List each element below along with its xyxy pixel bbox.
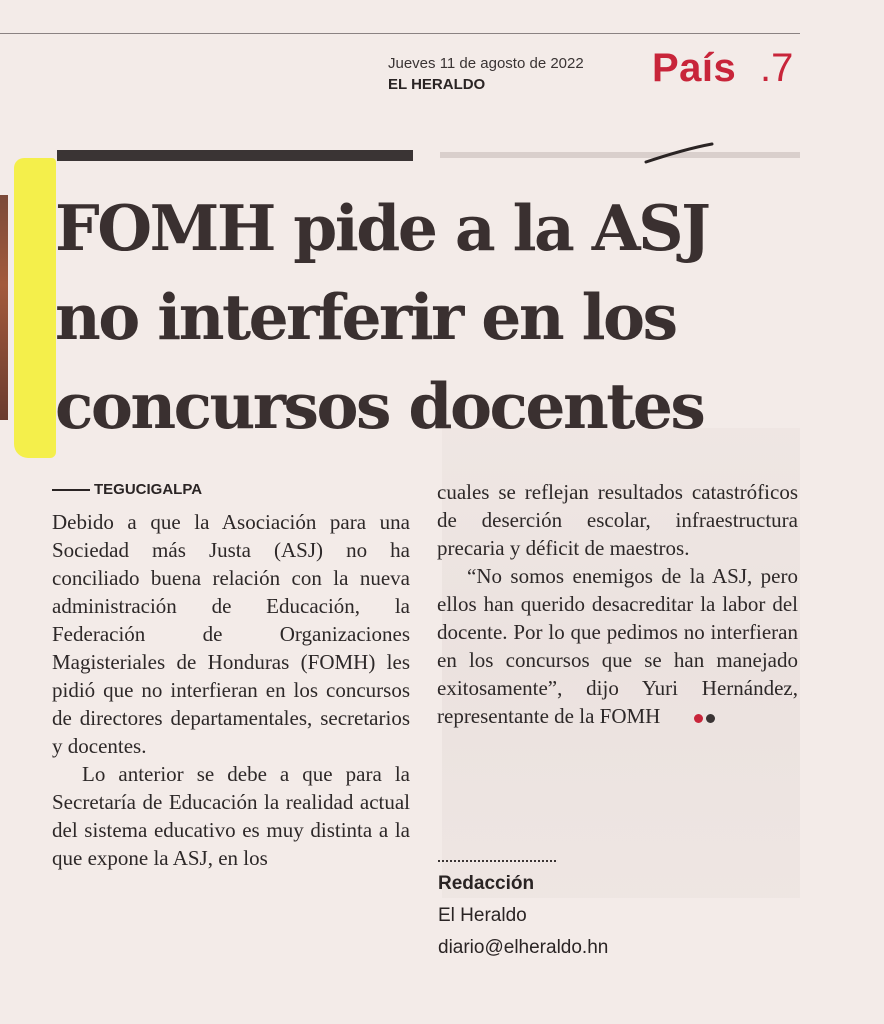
- highlighter-mark: [14, 158, 56, 458]
- adjacent-rule: [440, 152, 800, 158]
- dateline-dash: [52, 489, 90, 491]
- paper-name: EL HERALDO: [388, 76, 486, 93]
- article-column-1: [52, 508, 410, 872]
- article-column-2: [437, 478, 798, 730]
- quote-paragraph: [437, 562, 798, 730]
- page-number: .7: [760, 46, 794, 90]
- pen-mark-icon: [640, 140, 720, 170]
- adjacent-photo-edge: [0, 195, 8, 420]
- byline-divider: [438, 860, 556, 862]
- dateline-city: TEGUCIGALPA: [94, 481, 203, 498]
- byline-name: Redacción: [438, 873, 535, 894]
- paragraph: Lo anterior se debe a que para la Secretaría de Educación la realidad actual del sistema educativo es muy distinta a la que expone la ASJ, en los: [52, 762, 410, 870]
- headline: FOMH pide a la ASJ no interferir en los concursos docentes: [55, 191, 709, 443]
- quote-text: “No somos enemigos de la ASJ, pero ellos han querido desacreditar la labor del docente. Por lo que pedimos no interfieran en los concursos que se han manejado exitosamente”, dijo Yuri Hernández, representante de la FOMH: [437, 564, 798, 728]
- paragraph: cuales se reflejan resultados catastróficos de deserción escolar, infraestructura precaria y déficit de maestros.: [437, 480, 798, 560]
- section-name: País: [652, 46, 737, 90]
- dateline: [52, 481, 202, 498]
- end-mark-icon: [664, 702, 718, 730]
- paragraph: Debido a que la Asociación para una Sociedad más Justa (ASJ) no ha conciliado buena relación con la nueva administración de Educación, la Federación de Organizaciones Magisteriales de Honduras (FOMH) les pidió que no interfieran en los concursos de directores departamentales, secretarios y docentes.: [52, 510, 410, 758]
- byline-org: El Heraldo: [438, 905, 527, 926]
- top-rule: [0, 33, 800, 34]
- byline-email: diario@elheraldo.hn: [438, 937, 609, 958]
- headline-rule: [57, 150, 413, 161]
- issue-date: Jueves 11 de agosto de 2022: [388, 55, 584, 72]
